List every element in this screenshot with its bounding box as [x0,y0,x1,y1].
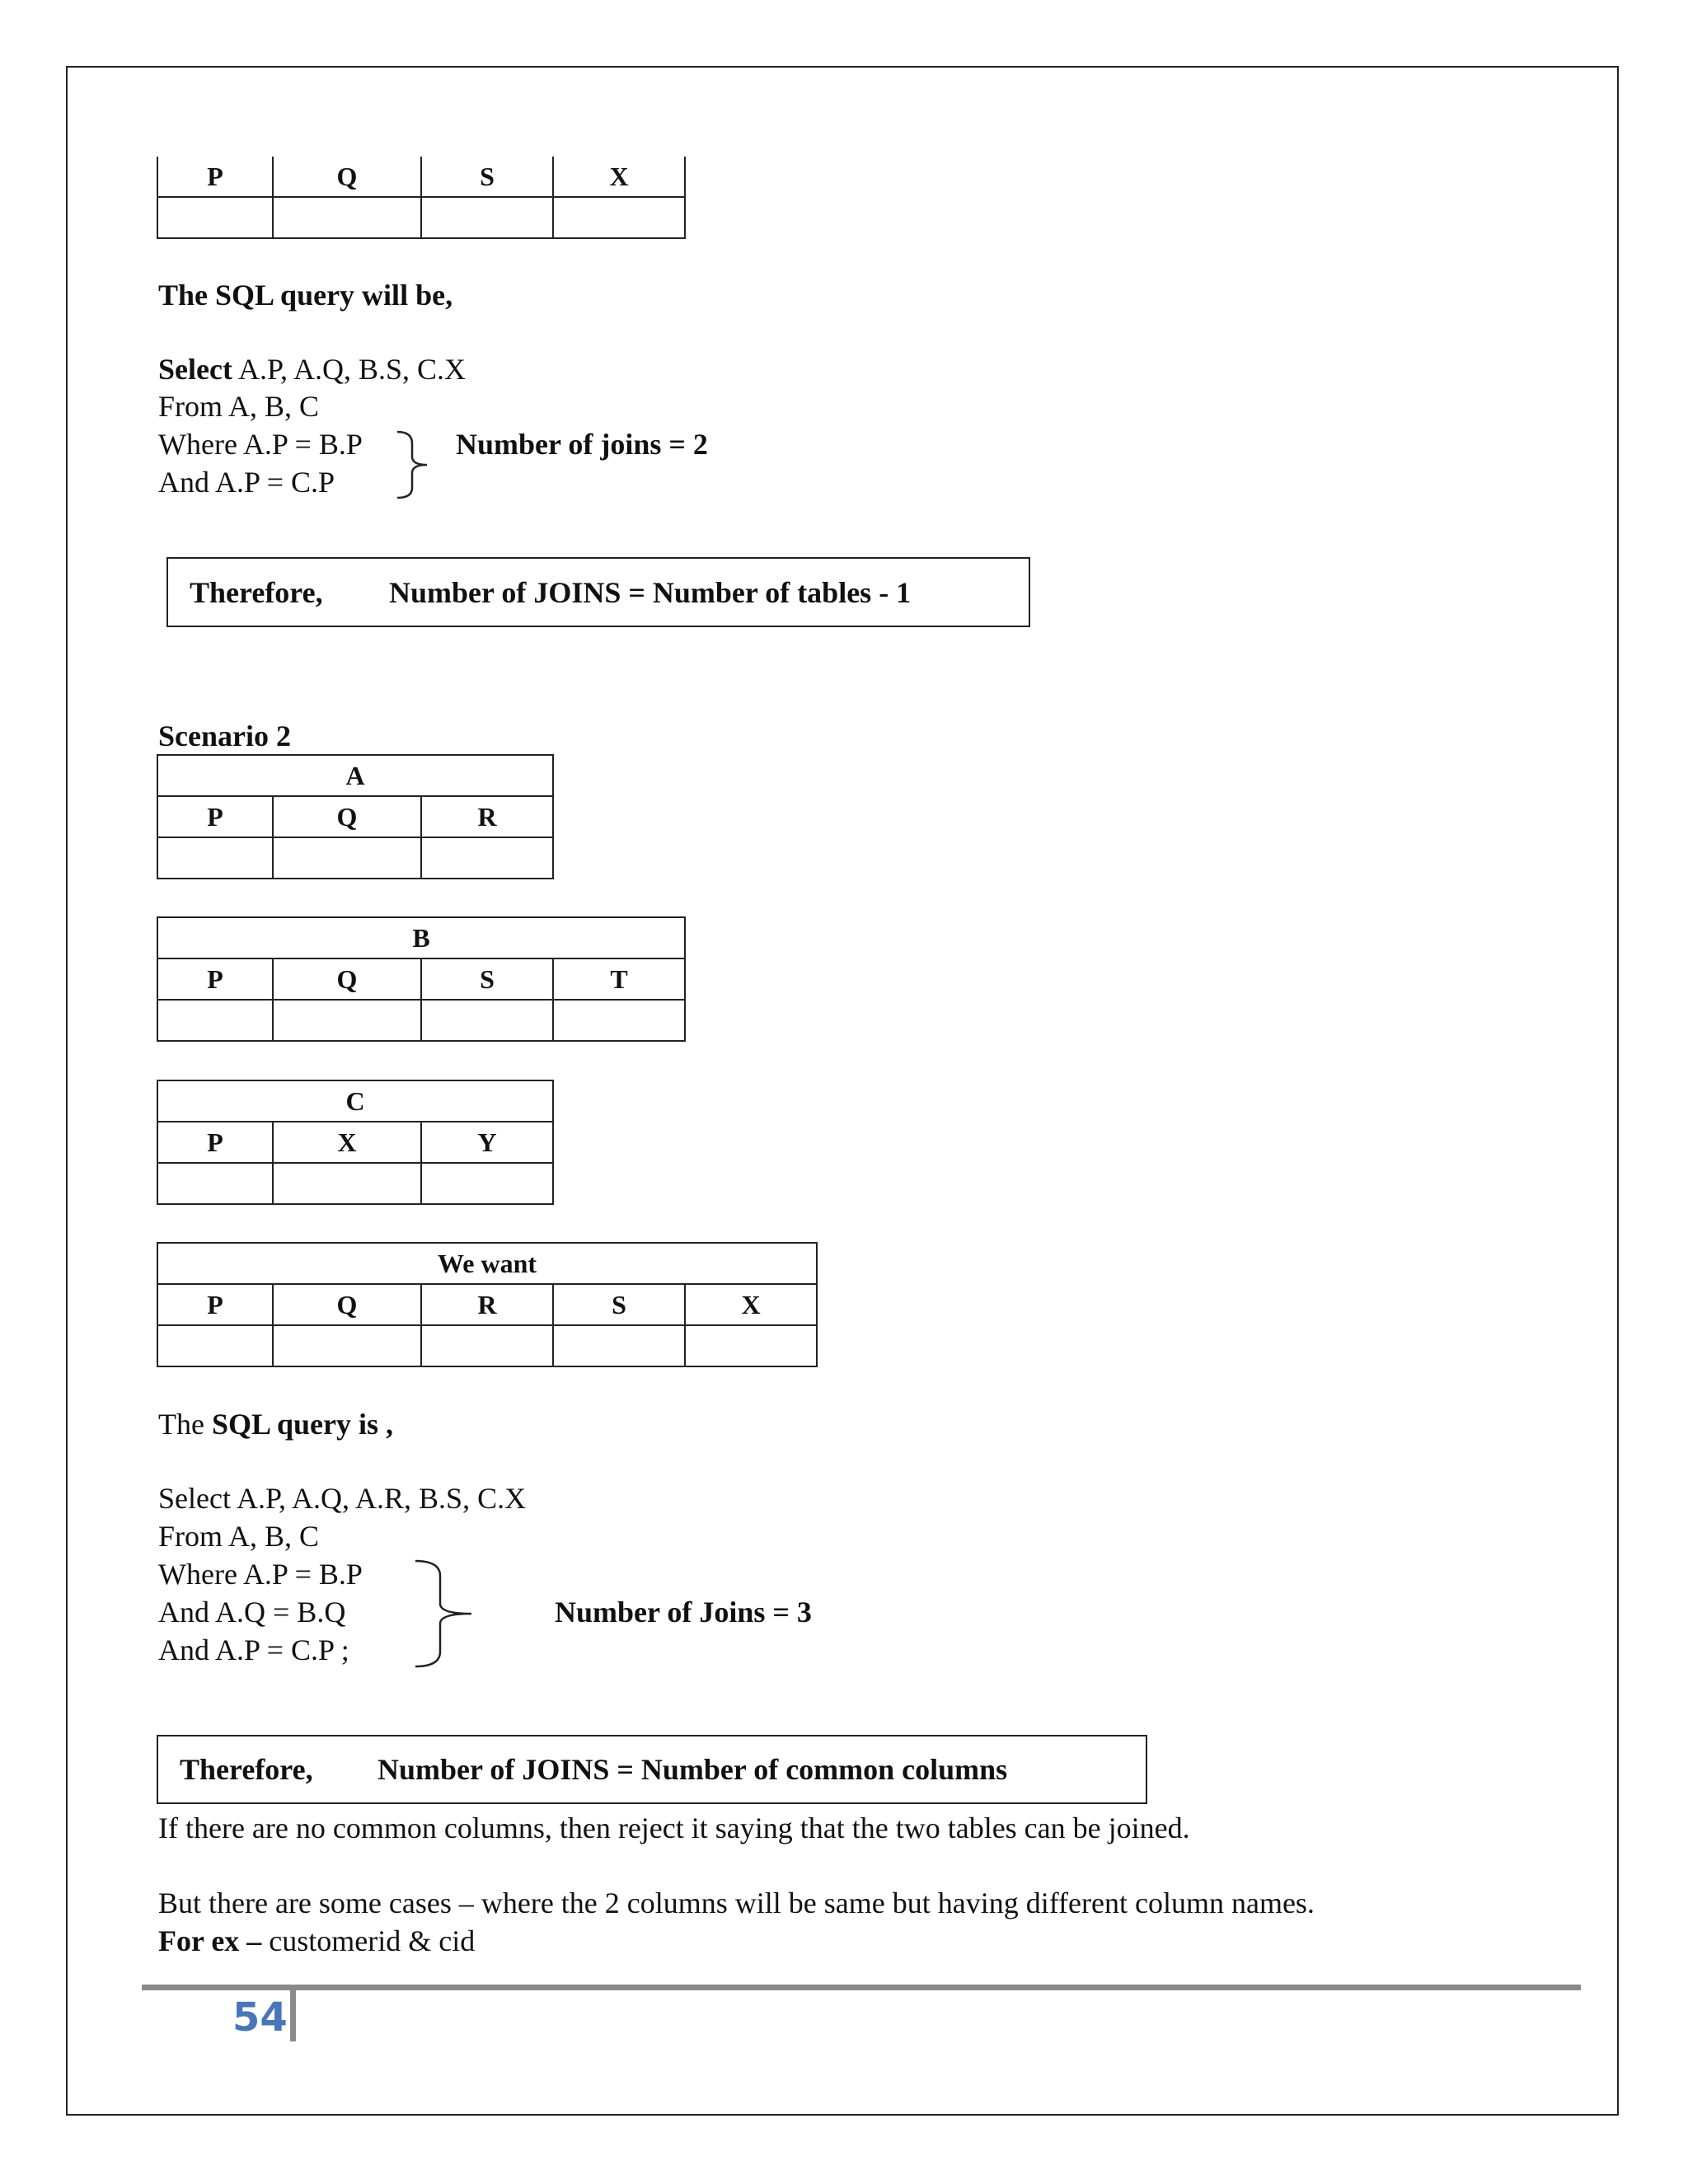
query-from-line: From A, B, C [158,390,320,423]
column-header: S [421,958,553,1000]
formula-text: Number of JOINS = Number of common columns [377,1753,1008,1786]
table-title: B [157,917,685,958]
table-row [157,1325,817,1366]
column-header: P [157,958,273,1000]
table-cell [553,197,685,238]
column-header: R [421,1284,553,1325]
column-header: Q [273,796,421,837]
brace-icon [394,429,452,501]
query-and-line: And A.P = C.P ; [158,1633,349,1666]
table-cell [157,837,273,879]
query-from-line: From A, B, C [158,1520,320,1553]
table-cell [273,1000,421,1041]
table-title-row [157,1243,817,1284]
column-header: Q [273,1284,421,1325]
table-b [157,916,686,1042]
table-title: A [157,755,553,796]
joins-note: Number of Joins = 3 [555,1596,812,1629]
select-keyword: Select [158,353,232,386]
table-cell [421,197,553,238]
table-cell [685,1325,817,1366]
column-header: P [157,1122,273,1163]
formula-box [166,557,1030,627]
table-title-row [157,1080,553,1122]
table-cell [157,1325,273,1366]
column-header: S [553,1284,685,1325]
column-header: T [553,958,685,1000]
column-header: Y [421,1122,553,1163]
table-cell [421,1163,553,1204]
formula-box [157,1735,1147,1804]
table-top [157,157,686,239]
table-header-row [157,1122,553,1163]
query-intro: The SQL query will be, [158,279,453,312]
table-header-row [157,1284,817,1325]
paragraph: But there are some cases – where the 2 columns will be same but having different column names. [158,1886,1315,1919]
table-cell [157,197,273,238]
footer-rule [142,1985,1581,1990]
formula-therefore: Therefore, [180,1753,313,1786]
table-header-row [157,157,685,197]
query-select-line [158,350,466,388]
query-and-line: And A.P = C.P [158,466,335,499]
column-header: Q [273,157,421,197]
table-cell [157,1163,273,1204]
formula-text: Number of JOINS = Number of tables - 1 [389,575,912,609]
table-cell [273,197,421,238]
query-and-line: And A.Q = B.Q [158,1596,346,1629]
column-header: Q [273,958,421,1000]
intro-bold: SQL query is , [211,1408,394,1441]
table-a [157,754,554,879]
example-text: customerid & cid [261,1924,476,1957]
table-header-row [157,958,685,1000]
intro-plain: The [158,1408,212,1441]
table-c [157,1080,554,1205]
query-select-line: Select A.P, A.Q, A.R, B.S, C.X [158,1482,527,1515]
table-cell [553,1325,685,1366]
table-cell [553,1000,685,1041]
scenario-heading: Scenario 2 [158,719,291,752]
query-intro [158,1405,393,1443]
table-title: We want [157,1243,817,1284]
table-cell [421,1325,553,1366]
table-row [157,1000,685,1041]
table-cell [273,837,421,879]
table-header-row [157,796,553,837]
column-header: P [157,796,273,837]
column-header: P [157,157,273,197]
page-number: 54 [232,1994,288,2041]
formula-therefore: Therefore, [190,575,323,609]
brace-icon [412,1558,478,1670]
table-cell [421,1000,553,1041]
table-title: C [157,1080,553,1122]
column-header: X [685,1284,817,1325]
column-header: R [421,796,553,837]
example-label: For ex – [158,1924,262,1957]
table-we-want [157,1242,818,1367]
table-row [157,837,553,879]
table-cell [421,837,553,879]
example-line [158,1922,475,1960]
select-columns: A.P, A.Q, B.S, C.X [232,353,467,386]
table-cell [273,1325,421,1366]
query-where-line: Where A.P = B.P [158,428,363,461]
column-header: S [421,157,553,197]
table-row [157,197,685,238]
footer-divider [290,1990,296,2041]
table-title-row [157,917,685,958]
table-title-row [157,755,553,796]
table-row [157,1163,553,1204]
column-header: X [273,1122,421,1163]
query-where-line: Where A.P = B.P [158,1558,363,1591]
table-cell [273,1163,421,1204]
column-header: X [553,157,685,197]
paragraph: If there are no common columns, then reject it saying that the two tables can be joined. [158,1811,1190,1844]
column-header: P [157,1284,273,1325]
table-cell [157,1000,273,1041]
joins-note: Number of joins = 2 [456,428,708,461]
